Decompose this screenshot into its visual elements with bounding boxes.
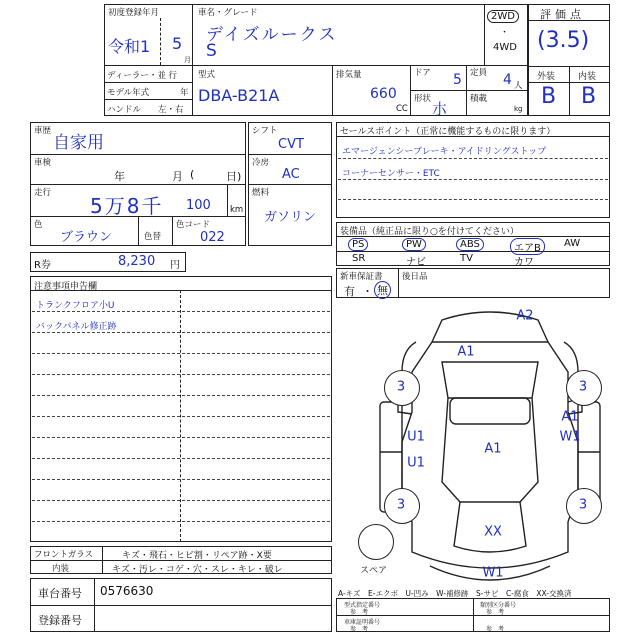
sales-points-title: セールスポイント（正常に機能するものに限ります） — [340, 127, 556, 137]
recycle-value: 8,230 — [118, 254, 156, 269]
notes-block — [30, 276, 332, 542]
recycle-block — [30, 252, 186, 272]
shift-value: CVT — [278, 137, 304, 152]
notes-title: 注意事項申告欄 — [34, 282, 98, 292]
notes-rule — [32, 395, 330, 396]
drive-2wd: 2WD — [487, 10, 519, 23]
capacity-label: 定員 — [470, 68, 488, 78]
equipment-item: ABS — [456, 238, 484, 251]
type-value: DBA-B21A — [198, 86, 280, 105]
inspection-paren: ( — [190, 168, 195, 181]
displacement-label: 排気量 — [336, 70, 362, 80]
color-code-label: 色コード — [176, 220, 211, 230]
usage-value: 自家用 — [53, 133, 104, 153]
recycle-unit: 円 — [170, 260, 180, 271]
month-value: 5 — [172, 34, 183, 53]
color-code-value: 022 — [200, 230, 225, 245]
fuel-value: ガソリン — [264, 210, 317, 225]
damage-mark: A1 — [457, 344, 475, 360]
equipment-item: ナビ — [406, 257, 426, 268]
mileage-label: 走行 — [34, 188, 52, 198]
spare-label: スペア — [360, 566, 388, 576]
shape-label: 形状 — [414, 94, 432, 104]
equipment-item: エアB — [510, 238, 545, 255]
mileage-small: 100 — [186, 198, 211, 213]
fuel-label: 燃料 — [252, 188, 270, 198]
model-year-unit: 年 — [180, 88, 189, 98]
interior-cond-label: 内装 — [52, 564, 70, 574]
capacity-value: 4 — [503, 72, 512, 88]
damage-mark: A1 — [561, 409, 579, 425]
inspection-y: 年 — [114, 170, 125, 183]
warranty-no: 無 — [374, 281, 391, 299]
color-change-label: 色替 — [144, 232, 162, 242]
drive-4wd: 4WD — [493, 42, 517, 53]
interior-label: 内装 — [578, 72, 597, 82]
spare-tire — [358, 524, 394, 560]
cc-unit: CC — [396, 104, 408, 114]
equipment-item: AW — [564, 238, 581, 249]
notes-rule — [32, 500, 330, 501]
equipment-item: カワ — [514, 257, 534, 268]
inspection-label: 車検 — [34, 158, 52, 168]
model-year-label: モデル年式 — [107, 88, 150, 98]
color-label: 色 — [34, 220, 43, 230]
damage-mark: 3 — [396, 497, 406, 513]
capacity-unit: 人 — [514, 81, 523, 91]
vehicle-reg-label: 車庫証明番号 — [344, 619, 381, 626]
notes-rule — [32, 311, 330, 312]
sales-point-item: エマージェンシーブレーキ・アイドリングストップ — [342, 147, 547, 157]
interior-grade: B — [581, 84, 597, 109]
era-value: 令和1 — [108, 37, 151, 56]
chassis-label: 車台番号 — [38, 587, 82, 600]
category-label: 類別区分番号 — [480, 602, 517, 609]
grade-value: S — [206, 41, 217, 61]
equipment-item: TV — [460, 253, 473, 264]
model-spec-ref: 参 考 — [350, 609, 369, 616]
damage-mark: XX — [484, 524, 502, 540]
warranty-dot: ・ — [362, 285, 373, 298]
note-item: トランクフロア小U — [36, 301, 115, 311]
mileage-unit: km — [230, 205, 244, 215]
equipment-title: 装備品（純正品に限り○を付けてください） — [340, 227, 519, 237]
score-value: (3.5) — [537, 28, 590, 53]
type-label: 型式 — [198, 70, 216, 80]
notes-rule — [32, 353, 330, 354]
damage-mark: 3 — [578, 497, 588, 513]
warranty-yes: 有 — [344, 285, 355, 298]
door-label: ドア — [414, 68, 431, 78]
damage-mark: W1 — [559, 429, 581, 445]
front-glass-value: キズ・飛石・ヒビ割・リペア跡・X要 — [122, 551, 272, 561]
damage-mark: U1 — [407, 455, 425, 471]
month-unit: 月 — [184, 56, 191, 64]
shift-label: シフト — [252, 126, 278, 136]
score-label: 評価点 — [540, 8, 585, 21]
ref-4: 参 考 — [486, 626, 505, 633]
load-label: 積載 — [470, 94, 488, 104]
notes-rule — [32, 437, 330, 438]
notes-rule — [32, 374, 330, 375]
mileage-value: 5万8千 — [90, 194, 164, 218]
notes-rule — [32, 479, 330, 480]
interior-cond-value: キズ・汚レ・コゲ・穴・スレ・キレ・破レ — [112, 565, 283, 575]
equipment-item: SR — [352, 253, 366, 264]
color-value: ブラウン — [60, 230, 113, 245]
inspection-d: 日) — [226, 170, 242, 183]
car-name-label: 車名・グレード — [198, 8, 258, 18]
warranty-label: 新車保証書 — [340, 272, 383, 282]
notes-rule — [32, 416, 330, 417]
reg-label: 登録番号 — [38, 614, 82, 627]
damage-mark: W1 — [482, 565, 504, 581]
model-spec-label: 型式指定番号 — [344, 602, 381, 609]
damage-mark: A2 — [516, 308, 534, 324]
note-item: バックパネル修正跡 — [36, 322, 117, 332]
equipment-item: PW — [402, 238, 426, 251]
door-value: 5 — [453, 72, 462, 88]
displacement-value: 660 — [370, 86, 397, 102]
drive-dot: ・ — [500, 28, 510, 38]
damage-mark: A1 — [484, 441, 502, 457]
first-reg-label: 初度登録年月 — [108, 8, 160, 18]
exterior-grade: B — [541, 84, 557, 109]
car-name-value: デイズルークス — [206, 25, 338, 45]
ac-value: AC — [282, 167, 300, 182]
chassis-value: 0576630 — [100, 584, 154, 598]
inspection-m: 月 — [172, 170, 183, 183]
equipment-item: PS — [348, 238, 368, 251]
damage-mark: 3 — [396, 379, 406, 395]
notes-rule — [32, 521, 330, 522]
usage-label: 車歴 — [34, 126, 52, 136]
handle-label: ハンドル — [107, 105, 142, 115]
damage-mark: U1 — [407, 429, 425, 445]
kg-unit: kg — [514, 105, 523, 113]
notes-rule — [32, 332, 330, 333]
category-ref: 参 考 — [486, 609, 505, 616]
front-glass-label: フロントガラス — [34, 550, 93, 560]
damage-mark: 3 — [578, 379, 588, 395]
dealer-label: ディーラー・並 行 — [107, 71, 178, 81]
notes-rule — [32, 458, 330, 459]
recycle-label: R券 — [34, 260, 51, 271]
exterior-label: 外装 — [537, 72, 556, 82]
after-label: 後日品 — [402, 272, 428, 282]
vehicle-ref: 参 考 — [350, 626, 369, 633]
damage-legend: A-キズ E-エクボ U-凹み W-補修跡 S-サビ C-腐食 XX-交換済 — [338, 589, 572, 598]
shape-value: 朩 — [432, 100, 448, 118]
handle-value: 左・右 — [158, 105, 184, 115]
ac-label: 冷房 — [252, 158, 270, 168]
sales-point-item: コーナーセンサー・ETC — [342, 169, 440, 179]
